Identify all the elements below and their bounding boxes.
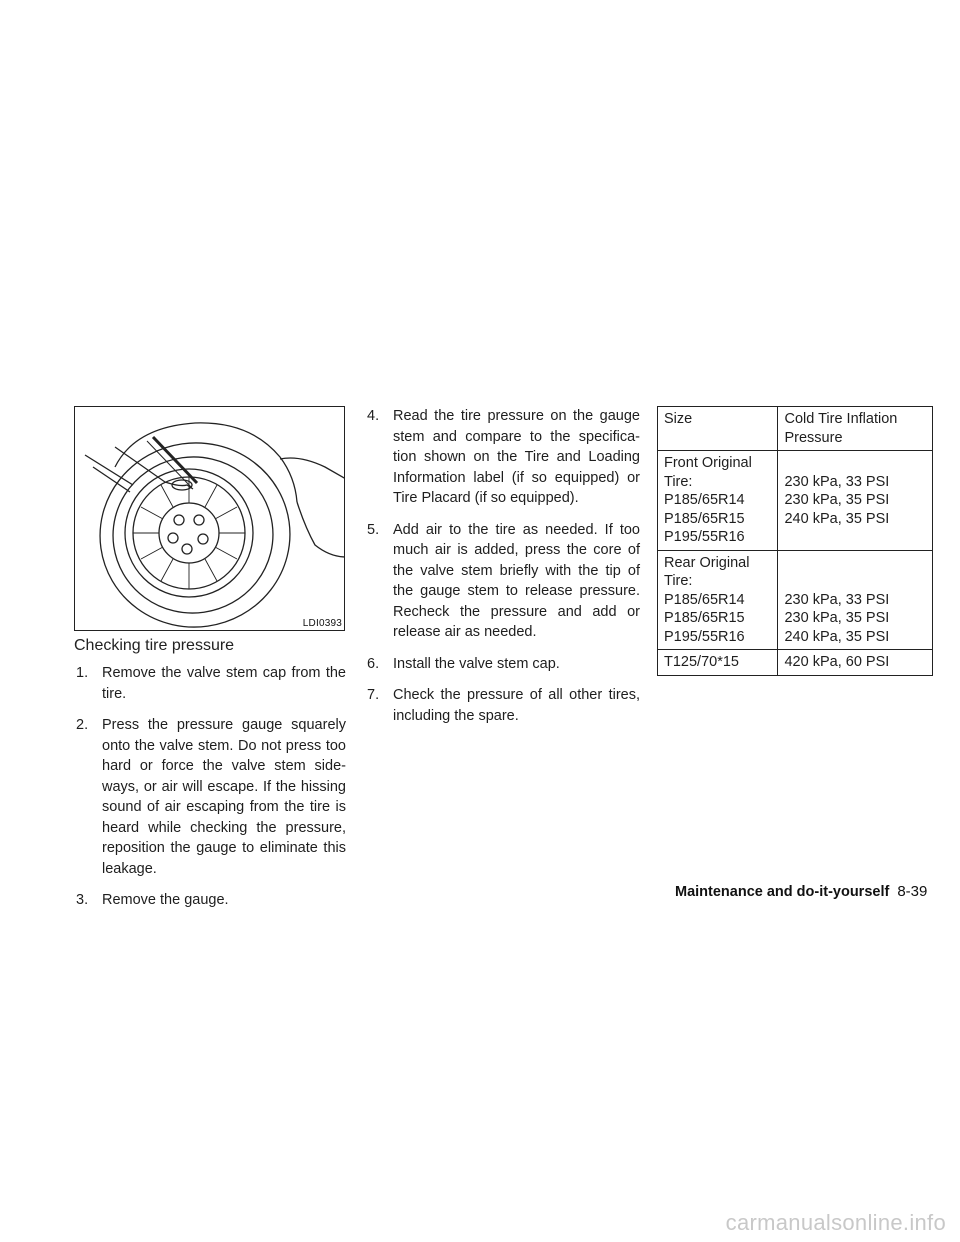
step-text: Remove the valve stem cap from the tire. bbox=[102, 665, 346, 702]
list-item bbox=[367, 520, 640, 643]
table-row bbox=[658, 550, 933, 650]
steps-list-column-2 bbox=[367, 406, 640, 737]
pressure-value: 230 kPa, 35 PSI bbox=[784, 492, 890, 508]
page-footer bbox=[675, 883, 927, 900]
step-text: Install the valve stem cap. bbox=[393, 655, 560, 672]
step-text: Press the pressure gauge squarely onto the valve stem. Do not press too hard or force the valve stem side-ways, or air will escape. If the hissing sound of air escaping from the tire is heard while checking the pressure, reposition the gauge to eliminate this leakage. bbox=[102, 717, 346, 877]
rear-tire-label: Rear Original Tire: bbox=[664, 554, 750, 589]
tire-size: P185/65R15 bbox=[664, 510, 745, 527]
tire-pressure-figure bbox=[74, 406, 345, 631]
table-row bbox=[658, 451, 933, 551]
column-header-size: Size bbox=[658, 407, 778, 451]
spare-pressure-cell: 420 kPa, 60 PSI bbox=[778, 650, 933, 676]
step-number: 5. bbox=[367, 521, 380, 538]
step-number: 3. bbox=[76, 892, 89, 908]
step-number: 4. bbox=[367, 408, 380, 424]
tire-size: P185/65R15 bbox=[664, 610, 745, 626]
pressure-value: 230 kPa, 35 PSI bbox=[784, 610, 890, 626]
page-number: 8-39 bbox=[897, 883, 928, 900]
step-number: 1. bbox=[76, 665, 89, 681]
spare-size-cell: T125/70*15 bbox=[658, 650, 778, 676]
rear-pressure-cell bbox=[778, 550, 933, 650]
tire-size: P195/55R16 bbox=[664, 628, 745, 645]
list-item bbox=[76, 663, 346, 704]
front-tire-label: Front Original Tire: bbox=[664, 455, 752, 490]
watermark: carmanualsonline.info bbox=[725, 1210, 946, 1235]
list-item bbox=[367, 654, 640, 675]
tire-pressure-table bbox=[657, 406, 933, 676]
step-text: Add air to the tire as needed. If too much air is added, press the core of the valve stem briefly with the tip of the gauge stem to release pressure. Recheck the pressure and add or release air as needed. bbox=[393, 521, 640, 640]
section-title: Checking tire pressure bbox=[74, 637, 235, 654]
step-number: 6. bbox=[367, 655, 380, 672]
pressure-value: 230 kPa, 33 PSI bbox=[784, 473, 890, 490]
list-item bbox=[76, 890, 346, 911]
steps-list-column-1 bbox=[76, 663, 346, 922]
list-item bbox=[367, 685, 640, 726]
footer-section-title: Maintenance and do-it-yourself bbox=[675, 884, 890, 900]
list-item bbox=[76, 715, 346, 879]
pressure-value: 240 kPa, 35 PSI bbox=[784, 510, 890, 527]
tire-size: P195/55R16 bbox=[664, 529, 745, 545]
column-header-pressure: Cold Tire Inflation Pressure bbox=[778, 407, 933, 451]
step-text: Read the tire pressure on the gauge stem and compare to the specifica-tion shown on the Tire and Loading Information label (if so equipped) or Tire Placard (if so equipped). bbox=[393, 408, 640, 506]
pressure-value: 240 kPa, 35 PSI bbox=[784, 628, 890, 645]
figure-label: LDI0393 bbox=[302, 618, 342, 629]
table-row bbox=[658, 650, 933, 676]
pressure-value: 230 kPa, 33 PSI bbox=[784, 591, 890, 608]
table-header-row bbox=[658, 407, 933, 451]
step-number: 2. bbox=[76, 717, 89, 733]
front-pressure-cell bbox=[778, 451, 933, 551]
front-size-cell bbox=[658, 451, 778, 551]
step-number: 7. bbox=[367, 687, 380, 703]
step-text: Remove the gauge. bbox=[102, 892, 229, 908]
tire-pressure-gauge-illustration bbox=[75, 407, 345, 631]
tire-size: P185/65R14 bbox=[664, 492, 745, 508]
rear-size-cell bbox=[658, 550, 778, 650]
tire-size: P185/65R14 bbox=[664, 591, 745, 608]
step-text: Check the pressure of all other tires, including the spare. bbox=[393, 687, 640, 724]
list-item bbox=[367, 406, 640, 509]
